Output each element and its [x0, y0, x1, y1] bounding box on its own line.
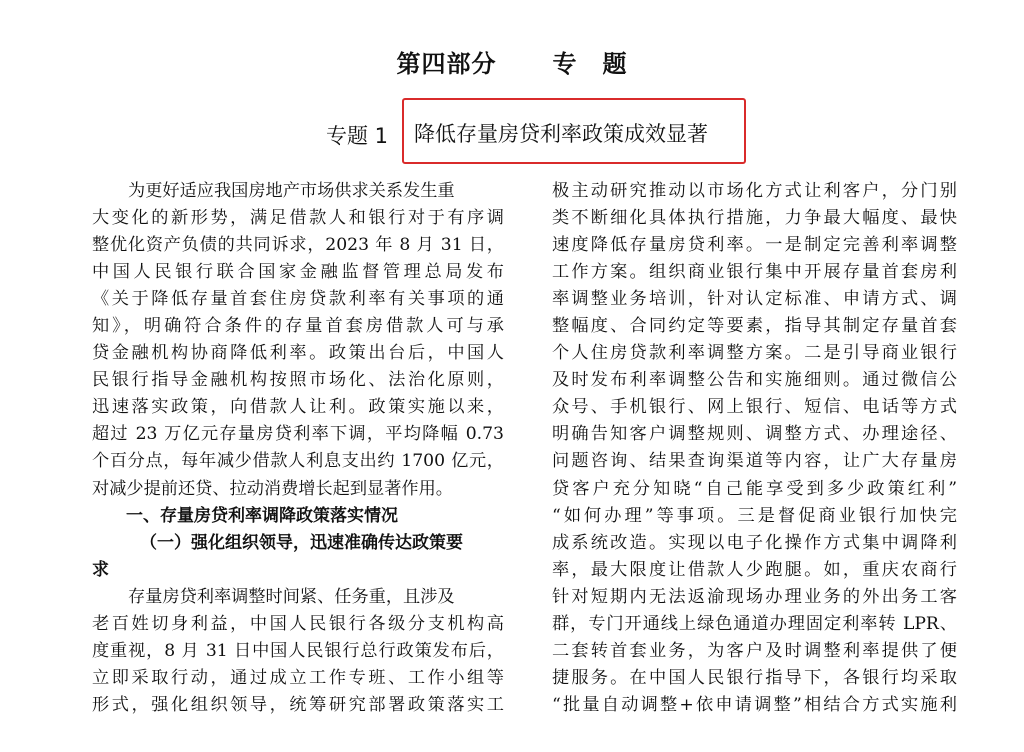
text-line: 贷客户充分知晓“自己能享受到多少政策红利” [552, 478, 957, 499]
text-line: 群，专门开通线上绿色通道办理固定利率转 LPR、 [552, 613, 957, 634]
text-line: 大变化的新形势，满足借款人和银行对于有序调 [92, 208, 504, 229]
part-title [0, 44, 1024, 79]
part-title-right: 专 题 [552, 50, 628, 78]
text-line: “批量自动调整+依申请调整”相结合方式实施利 [552, 694, 957, 715]
text-line: 众号、手机银行、网上银行、短信、电话等方式 [552, 397, 957, 418]
text-line: 老百姓切身利益，中国人民银行各级分支机构高 [92, 613, 504, 634]
left-column [92, 178, 504, 719]
text-line: 存量房贷利率调整时间紧、任务重，且涉及 [128, 586, 455, 607]
text-line: “如何办理”等事项。三是督促商业银行加快完 [552, 505, 957, 526]
text-line: 超过 23 万亿元存量房贷利率下调，平均降幅 0.73 [92, 424, 504, 445]
text-line: 问题咨询、结果查询渠道等内容，让广大存量房 [552, 451, 957, 472]
text-line: 整优化资产负债的共同诉求，2023 年 8 月 31 日， [92, 235, 504, 256]
text-line: 速度降低存量房贷利率。一是制定完善利率调整 [552, 235, 957, 256]
text-line: 为更好适应我国房地产市场供求关系发生重 [128, 181, 455, 201]
text-line: 类不断细化具体执行措施，力争最大幅度、最快 [552, 208, 957, 229]
text-line: 成系统改造。实现以电子化操作方式集中调降利 [552, 532, 957, 553]
text-line: 率调整业务培训，针对认定标准、申请方式、调 [552, 289, 957, 310]
text-line: 对减少提前还贷、拉动消费增长起到显著作用。 [92, 478, 453, 499]
topic-label: 专题 1 [326, 124, 389, 148]
text-line: 中国人民银行联合国家金融监督管理总局发布 [92, 262, 504, 283]
text-line: 民银行指导金融机构按照市场化、法治化原则， [92, 370, 504, 391]
section-heading-line: 一、存量房贷利率调降政策落实情况 [126, 505, 398, 526]
text-line: 整幅度、合同约定等要素，指导其制定存量首套 [552, 316, 957, 337]
part-title-left: 第四部分 [396, 50, 497, 78]
text-line: 工作方案。组织商业银行集中开展存量首套房利 [552, 262, 957, 283]
text-line: 及时发布利率调整公告和实施细则。通过微信公 [552, 370, 957, 391]
text-line: 极主动研究推动以市场化方式让利客户，分门别 [552, 181, 957, 201]
text-line: 个百分点，每年减少借款人利息支出约 1700 亿元， [92, 451, 504, 472]
text-line: 度重视，8 月 31 日中国人民银行总行政策发布后， [92, 640, 504, 661]
text-line: 知》，明确符合条件的存量首套房借款人可与承 [92, 316, 504, 337]
text-line: 迅速落实政策，向借款人让利。政策实施以来， [92, 397, 504, 418]
text-line: 二套转首套业务，为客户及时调整利率提供了便 [552, 640, 957, 661]
text-line: 个人住房贷款利率调整方案。二是引导商业银行 [552, 343, 957, 364]
text-line: 针对短期内无法返渝现场办理业务的外出务工客 [552, 586, 957, 607]
topic-title: 降低存量房贷利率政策成效显著 [414, 122, 708, 146]
text-line: 明确告知客户调整规则、调整方式、办理途径、 [552, 424, 957, 445]
text-line: 立即采取行动，通过成立工作专班、工作小组等 [92, 667, 504, 688]
text-line: 贷金融机构协商降低利率。政策出台后，中国人 [92, 343, 504, 364]
text-line: 形式，强化组织领导，统筹研究部署政策落实工 [92, 694, 504, 715]
section-heading-line: 求 [92, 559, 109, 580]
text-line: 《关于降低存量首套住房贷款利率有关事项的通 [92, 289, 504, 310]
text-line: 率，最大限度让借款人少跑腿。如，重庆农商行 [552, 559, 957, 580]
section-heading-line: （一）强化组织领导，迅速准确传达政策要 [140, 532, 463, 553]
right-column [552, 178, 957, 719]
text-line: 捷服务。在中国人民银行指导下，各银行均采取 [552, 667, 957, 688]
